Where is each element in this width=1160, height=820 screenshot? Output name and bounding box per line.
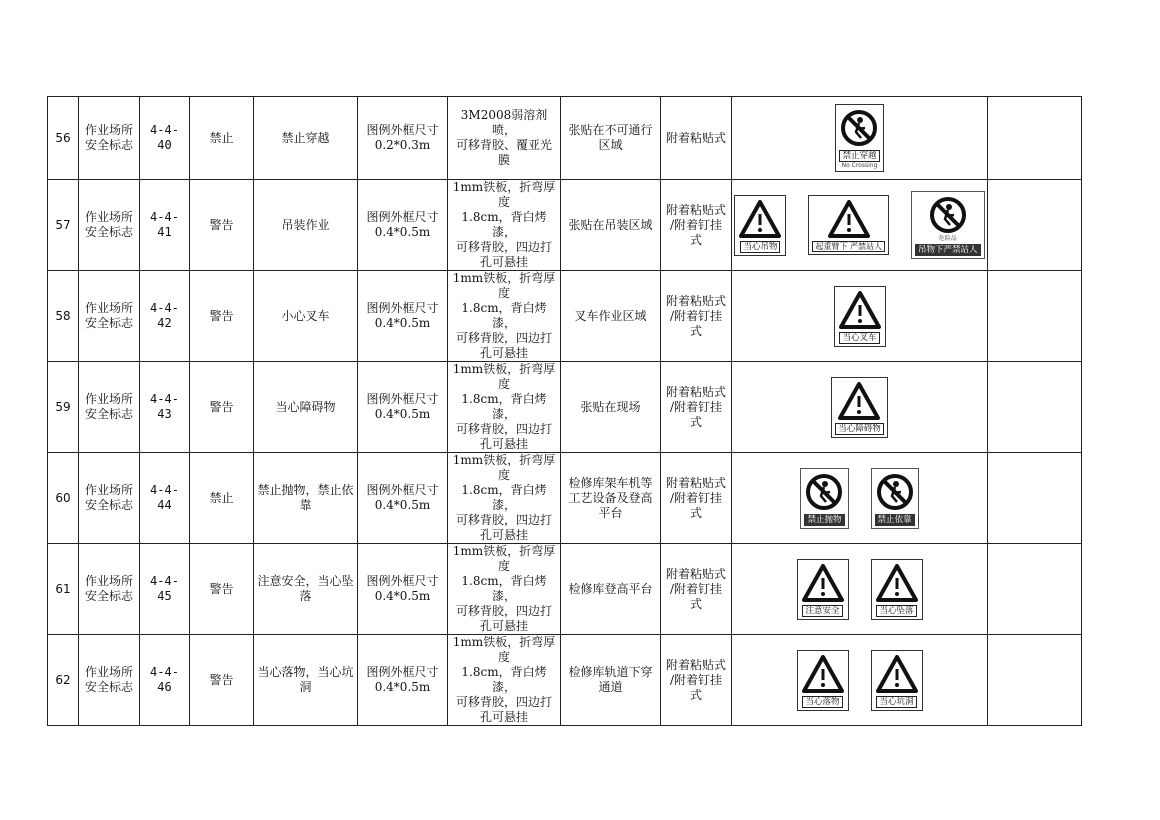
sign-image: [871, 468, 919, 529]
row-number: 57: [48, 180, 79, 271]
row-number: 59: [48, 362, 79, 453]
size-cell: 图例外框尺寸 0.4*0.5m: [358, 271, 448, 362]
sign-image: [835, 104, 883, 172]
sign-images-cell: [732, 271, 988, 362]
sign-caption: 当心障碍物: [835, 423, 884, 435]
sign-caption: 起重臂下 严禁站人: [812, 241, 885, 252]
size-cell: 图例外框尺寸 0.4*0.5m: [358, 635, 448, 726]
type-cell: 警告: [190, 362, 254, 453]
sign-name-cell: 禁止抛物，禁止依 靠: [254, 453, 358, 544]
location-cell: 张贴在吊装区域: [561, 180, 661, 271]
category-cell: 作业场所 安全标志: [79, 362, 140, 453]
prohibition-circle-icon: [928, 195, 968, 235]
category-cell: 作业场所 安全标志: [79, 544, 140, 635]
table-row: [48, 271, 1082, 362]
warning-triangle-icon: [875, 563, 919, 603]
sign-image: [911, 191, 985, 259]
category-cell: 作业场所 安全标志: [79, 635, 140, 726]
sign-images-cell: [732, 180, 988, 271]
category-cell: 作业场所 安全标志: [79, 97, 140, 180]
sign-name-cell: 吊装作业: [254, 180, 358, 271]
material-cell: 1mm铁板，折弯厚度 1.8cm，背白烤漆， 可移背胶，四边打 孔可悬挂: [448, 180, 561, 271]
warning-triangle-icon: [801, 563, 845, 603]
install-cell: 附着粘贴式 /附着钉挂 式: [661, 453, 732, 544]
sign-caption: 当心吊物: [740, 241, 780, 253]
sign-subcaption: 危险品: [938, 235, 957, 242]
sign-image: [831, 377, 888, 438]
category-cell: 作业场所 安全标志: [79, 453, 140, 544]
remarks-cell: [988, 362, 1082, 453]
sign-caption: 当心坠落: [876, 605, 916, 617]
material-cell: 1mm铁板，折弯厚度 1.8cm，背白烤漆， 可移背胶，四边打 孔可悬挂: [448, 271, 561, 362]
sign-caption: 注意安全: [802, 605, 842, 617]
row-number: 56: [48, 97, 79, 180]
sign-image: [871, 559, 923, 620]
table-row: [48, 635, 1082, 726]
row-number: 60: [48, 453, 79, 544]
warning-triangle-icon: [801, 654, 845, 694]
sign-caption: 禁止穿越: [839, 150, 879, 162]
prohibition-circle-icon: [875, 472, 915, 512]
remarks-cell: [988, 271, 1082, 362]
remarks-cell: [988, 544, 1082, 635]
sign-caption: 吊物下严禁站人: [915, 244, 981, 256]
size-cell: 图例外框尺寸 0.4*0.5m: [358, 544, 448, 635]
location-cell: 检修库登高平台: [561, 544, 661, 635]
material-cell: 3M2008弱溶剂喷， 可移背胶、覆亚光 膜: [448, 97, 561, 180]
code-cell: 4-4-46: [140, 635, 190, 726]
type-cell: 警告: [190, 635, 254, 726]
type-cell: 警告: [190, 271, 254, 362]
warning-triangle-icon: [875, 654, 919, 694]
table-row: [48, 97, 1082, 180]
code-cell: 4-4-44: [140, 453, 190, 544]
material-cell: 1mm铁板，折弯厚度 1.8cm，背白烤漆， 可移背胶，四边打 孔可悬挂: [448, 453, 561, 544]
table-row: [48, 544, 1082, 635]
sign-name-cell: 小心叉车: [254, 271, 358, 362]
sign-image: [797, 650, 849, 711]
prohibition-circle-icon: [804, 472, 844, 512]
sign-image: [800, 468, 848, 529]
sign-images-cell: [732, 635, 988, 726]
install-cell: 附着粘贴式 /附着钉挂 式: [661, 180, 732, 271]
install-cell: 附着粘贴式 /附着钉挂 式: [661, 544, 732, 635]
location-cell: 叉车作业区域: [561, 271, 661, 362]
table-row: [48, 362, 1082, 453]
sign-caption: 禁止抛物: [804, 514, 844, 526]
install-cell: 附着粘贴式: [661, 97, 732, 180]
warning-triangle-icon: [738, 199, 782, 239]
type-cell: 禁止: [190, 453, 254, 544]
size-cell: 图例外框尺寸 0.4*0.5m: [358, 180, 448, 271]
sign-name-cell: 禁止穿越: [254, 97, 358, 180]
sign-image: [871, 650, 923, 711]
warning-triangle-icon: [827, 199, 871, 239]
sign-image: [734, 195, 786, 256]
install-cell: 附着粘贴式 /附着钉挂 式: [661, 362, 732, 453]
install-cell: 附着粘贴式 /附着钉挂 式: [661, 271, 732, 362]
sign-caption: 当心落物: [802, 696, 842, 708]
code-cell: 4-4-42: [140, 271, 190, 362]
table-row: [48, 453, 1082, 544]
material-cell: 1mm铁板，折弯厚度 1.8cm，背白烤漆， 可移背胶，四边打 孔可悬挂: [448, 362, 561, 453]
sign-name-cell: 当心障碍物: [254, 362, 358, 453]
sign-name-cell: 注意安全，当心坠 落: [254, 544, 358, 635]
warning-triangle-icon: [838, 290, 882, 330]
size-cell: 图例外框尺寸 0.4*0.5m: [358, 453, 448, 544]
type-cell: 警告: [190, 544, 254, 635]
category-cell: 作业场所 安全标志: [79, 271, 140, 362]
row-number: 62: [48, 635, 79, 726]
sign-caption: 禁止依靠: [875, 514, 915, 526]
sign-spec-table: [47, 96, 1082, 726]
remarks-cell: [988, 635, 1082, 726]
table-row: [48, 180, 1082, 271]
sign-images-cell: [732, 362, 988, 453]
type-cell: 禁止: [190, 97, 254, 180]
code-cell: 4-4-40: [140, 97, 190, 180]
remarks-cell: [988, 97, 1082, 180]
size-cell: 图例外框尺寸 0.4*0.5m: [358, 362, 448, 453]
code-cell: 4-4-45: [140, 544, 190, 635]
prohibition-circle-icon: [839, 108, 879, 148]
sign-caption: 当心坑洞: [876, 696, 916, 708]
sign-image: [808, 195, 889, 255]
sign-images-cell: [732, 97, 988, 180]
location-cell: 张贴在现场: [561, 362, 661, 453]
row-number: 58: [48, 271, 79, 362]
row-number: 61: [48, 544, 79, 635]
location-cell: 检修库架车机等 工艺设备及登高 平台: [561, 453, 661, 544]
location-cell: 检修库轨道下穿 通道: [561, 635, 661, 726]
sign-name-cell: 当心落物，当心坑 洞: [254, 635, 358, 726]
sign-subcaption: No Crossing: [841, 162, 878, 169]
sign-images-cell: [732, 544, 988, 635]
code-cell: 4-4-41: [140, 180, 190, 271]
warning-triangle-icon: [837, 381, 881, 421]
location-cell: 张贴在不可通行 区域: [561, 97, 661, 180]
sign-caption: 当心叉车: [839, 332, 879, 344]
category-cell: 作业场所 安全标志: [79, 180, 140, 271]
remarks-cell: [988, 453, 1082, 544]
remarks-cell: [988, 180, 1082, 271]
sign-image: [797, 559, 849, 620]
material-cell: 1mm铁板，折弯厚度 1.8cm，背白烤漆， 可移背胶，四边打 孔可悬挂: [448, 635, 561, 726]
type-cell: 警告: [190, 180, 254, 271]
code-cell: 4-4-43: [140, 362, 190, 453]
size-cell: 图例外框尺寸 0.2*0.3m: [358, 97, 448, 180]
sign-image: [834, 286, 886, 347]
install-cell: 附着粘贴式 /附着钉挂 式: [661, 635, 732, 726]
sign-images-cell: [732, 453, 988, 544]
material-cell: 1mm铁板，折弯厚度 1.8cm，背白烤漆， 可移背胶，四边打 孔可悬挂: [448, 544, 561, 635]
